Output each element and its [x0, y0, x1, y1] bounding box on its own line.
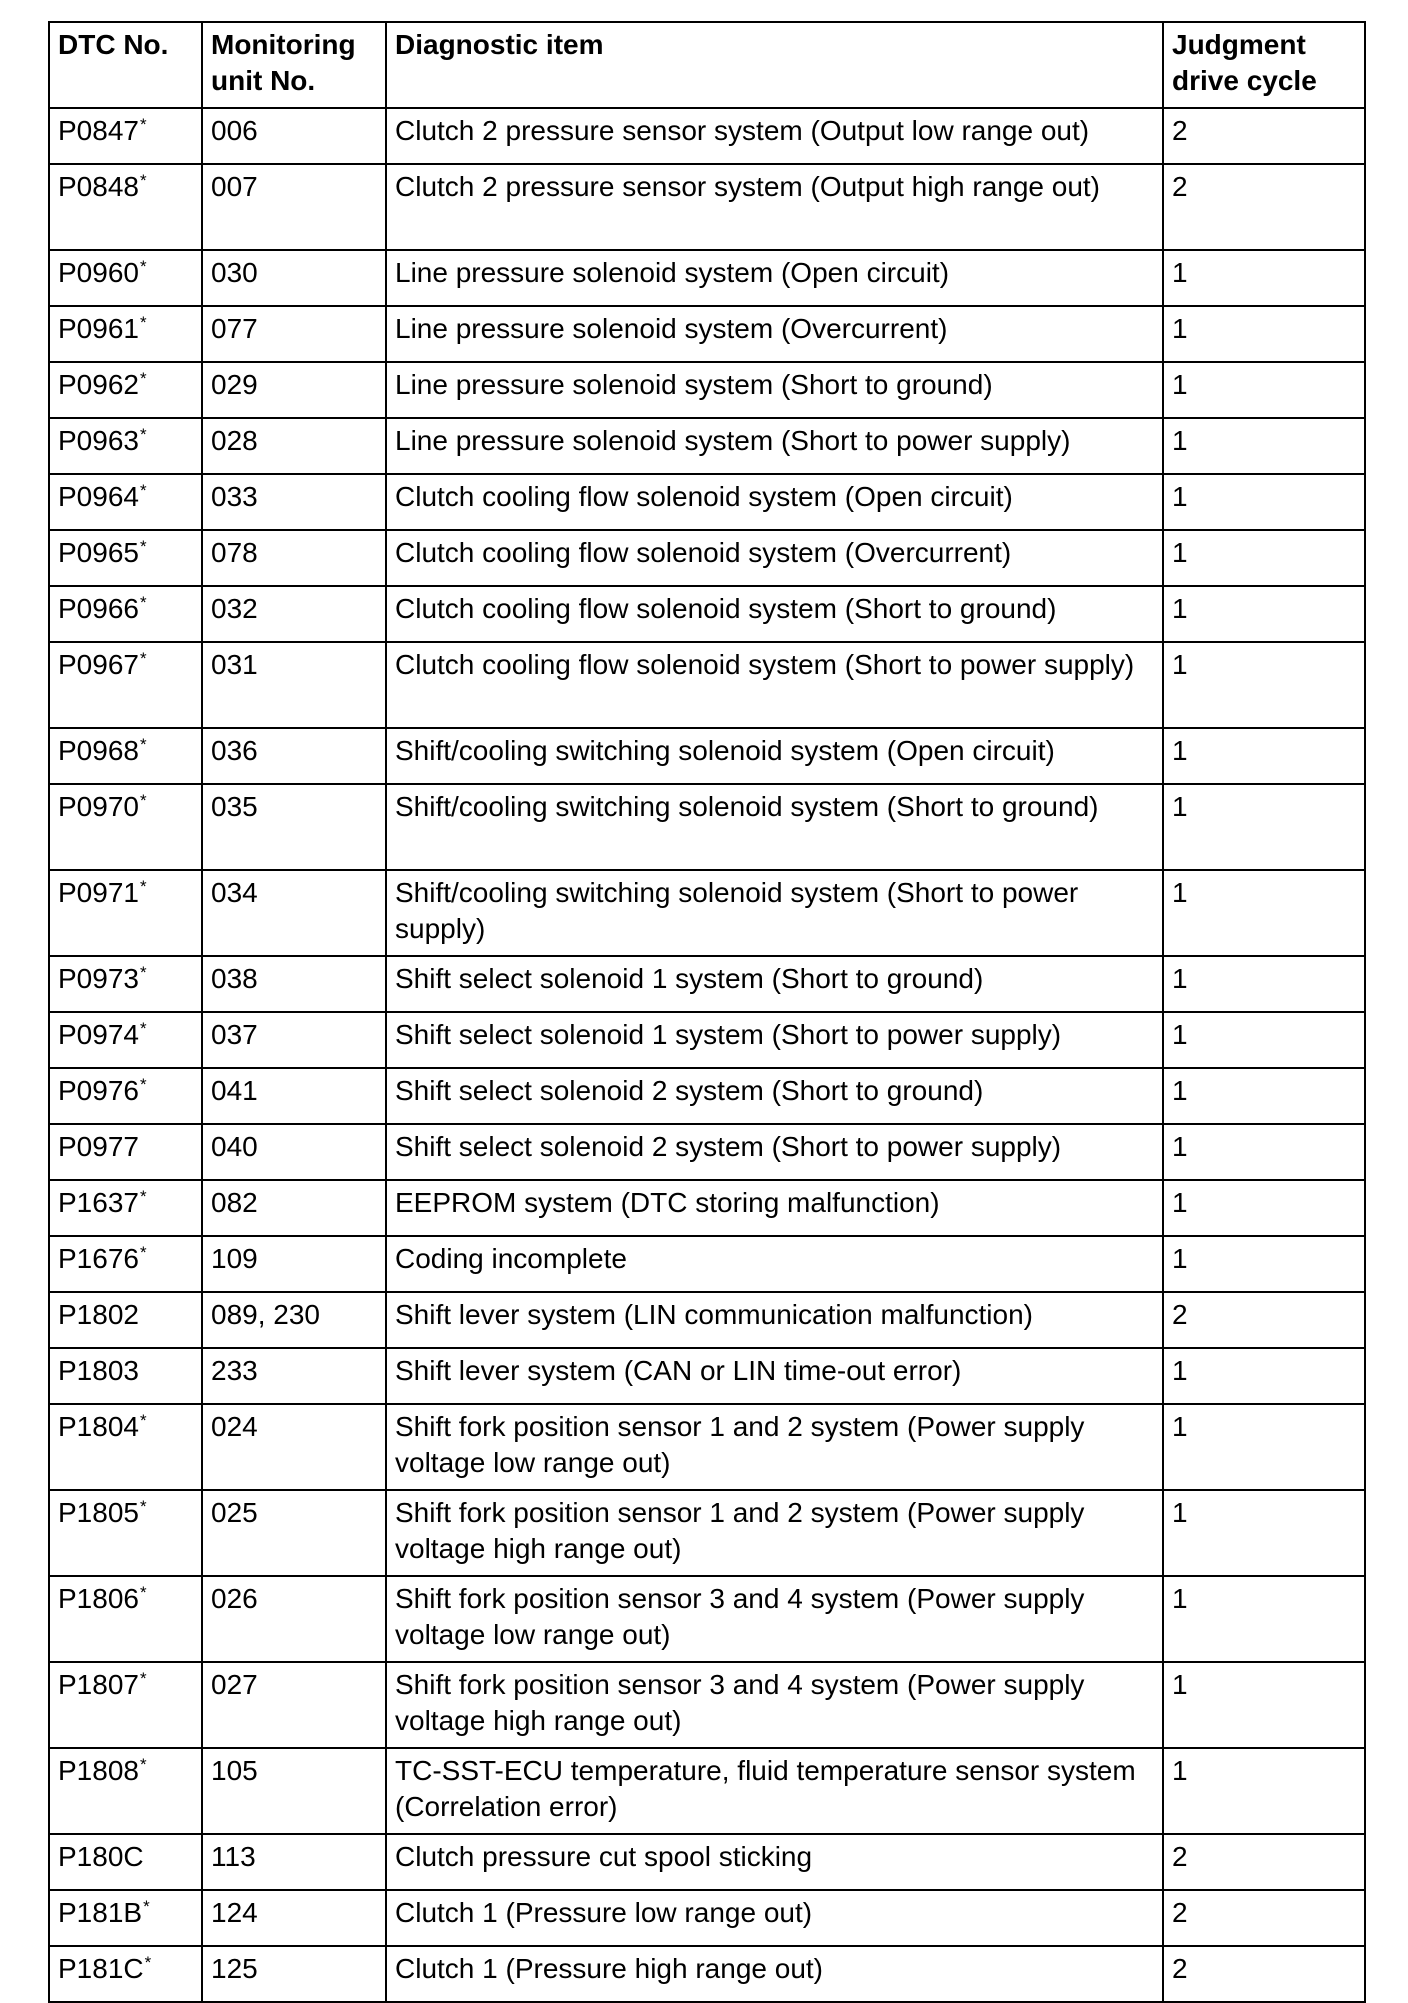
monitoring-unit-cell: 077: [202, 306, 386, 362]
diagnostic-item-cell: Shift select solenoid 1 system (Short to power supply): [386, 1012, 1163, 1068]
asterisk-mark: *: [139, 1668, 147, 1688]
table-row: [49, 1348, 1365, 1404]
dtc-code: P0967: [58, 649, 139, 680]
diagnostic-item-cell: Clutch cooling flow solenoid system (Short to ground): [386, 586, 1163, 642]
asterisk-mark: *: [139, 962, 147, 982]
judgment-drive-cycle-cell: 2: [1163, 1834, 1365, 1890]
table-row: [49, 586, 1365, 642]
table-row: [49, 1662, 1365, 1748]
monitoring-unit-cell: 030: [202, 250, 386, 306]
monitoring-unit-cell: 082: [202, 1180, 386, 1236]
table-row: [49, 728, 1365, 784]
dtc-code: P0962: [58, 369, 139, 400]
judgment-drive-cycle-cell: 1: [1163, 1068, 1365, 1124]
dtc-cell: [49, 164, 202, 250]
dtc-cell: [49, 1748, 202, 1834]
dtc-code: P0960: [58, 257, 139, 288]
judgment-drive-cycle-cell: 1: [1163, 530, 1365, 586]
dtc-table: [48, 21, 1366, 2003]
table-row: [49, 1124, 1365, 1180]
table-row: [49, 530, 1365, 586]
monitoring-unit-cell: 040: [202, 1124, 386, 1180]
judgment-drive-cycle-cell: 1: [1163, 870, 1365, 956]
asterisk-mark: *: [139, 1074, 147, 1094]
table-row: [49, 108, 1365, 164]
asterisk-mark: *: [139, 1242, 147, 1262]
judgment-drive-cycle-cell: 1: [1163, 362, 1365, 418]
dtc-code: P0968: [58, 735, 139, 766]
dtc-code: P0966: [58, 593, 139, 624]
table-row: [49, 1890, 1365, 1946]
table-row: [49, 642, 1365, 728]
asterisk-mark: *: [139, 1186, 147, 1206]
asterisk-mark: *: [139, 368, 147, 388]
dtc-code: P1806: [58, 1583, 139, 1614]
judgment-drive-cycle-cell: 1: [1163, 1576, 1365, 1662]
table-row: [49, 1834, 1365, 1890]
dtc-code: P1637: [58, 1187, 139, 1218]
table-row: [49, 362, 1365, 418]
asterisk-mark: *: [139, 1410, 147, 1430]
table-row: [49, 1012, 1365, 1068]
asterisk-mark: *: [139, 170, 147, 190]
judgment-drive-cycle-cell: 2: [1163, 1890, 1365, 1946]
dtc-code: P0848: [58, 171, 139, 202]
dtc-code: P0977: [58, 1131, 139, 1162]
diagnostic-item-cell: Clutch cooling flow solenoid system (Overcurrent): [386, 530, 1163, 586]
dtc-code: P181B: [58, 1897, 143, 1928]
asterisk-mark: *: [143, 1896, 150, 1916]
dtc-code: P0847: [58, 115, 139, 146]
diagnostic-item-cell: Shift/cooling switching solenoid system (Short to ground): [386, 784, 1163, 870]
diagnostic-item-cell: Shift select solenoid 1 system (Short to ground): [386, 956, 1163, 1012]
dtc-cell: [49, 956, 202, 1012]
asterisk-mark: *: [139, 480, 147, 500]
diagnostic-item-cell: Shift fork position sensor 1 and 2 system (Power supply voltage low range out): [386, 1404, 1163, 1490]
dtc-cell: [49, 530, 202, 586]
monitoring-unit-cell: 037: [202, 1012, 386, 1068]
dtc-code: P1805: [58, 1497, 139, 1528]
monitoring-unit-cell: 007: [202, 164, 386, 250]
diagnostic-item-cell: Shift fork position sensor 3 and 4 system (Power supply voltage high range out): [386, 1662, 1163, 1748]
table-row: [49, 1946, 1365, 2002]
dtc-cell: [49, 1404, 202, 1490]
diagnostic-item-cell: Line pressure solenoid system (Short to ground): [386, 362, 1163, 418]
asterisk-mark: *: [139, 1496, 147, 1516]
dtc-code: P1803: [58, 1355, 139, 1386]
monitoring-unit-cell: 038: [202, 956, 386, 1012]
diagnostic-item-cell: Clutch cooling flow solenoid system (Open circuit): [386, 474, 1163, 530]
judgment-drive-cycle-cell: 1: [1163, 306, 1365, 362]
dtc-cell: [49, 474, 202, 530]
judgment-drive-cycle-cell: 1: [1163, 1748, 1365, 1834]
dtc-code: P180C: [58, 1841, 144, 1872]
diagnostic-item-cell: Clutch 1 (Pressure low range out): [386, 1890, 1163, 1946]
judgment-drive-cycle-cell: 2: [1163, 164, 1365, 250]
dtc-code: P0973: [58, 963, 139, 994]
table-row: [49, 870, 1365, 956]
dtc-code: P0970: [58, 791, 139, 822]
diagnostic-item-cell: Line pressure solenoid system (Overcurrent): [386, 306, 1163, 362]
diagnostic-item-cell: Shift select solenoid 2 system (Short to ground): [386, 1068, 1163, 1124]
judgment-drive-cycle-cell: 1: [1163, 1404, 1365, 1490]
header-monitoring-unit-no: Monitoring unit No.: [202, 22, 386, 108]
judgment-drive-cycle-cell: 2: [1163, 1292, 1365, 1348]
asterisk-mark: *: [139, 536, 147, 556]
diagnostic-item-cell: Clutch 1 (Pressure high range out): [386, 1946, 1163, 2002]
table-row: [49, 956, 1365, 1012]
dtc-cell: [49, 1490, 202, 1576]
header-judgment-drive-cycle: Judgment drive cycle: [1163, 22, 1365, 108]
table-row: [49, 1576, 1365, 1662]
dtc-cell: [49, 250, 202, 306]
diagnostic-item-cell: EEPROM system (DTC storing malfunction): [386, 1180, 1163, 1236]
table-row: [49, 1236, 1365, 1292]
dtc-code: P0964: [58, 481, 139, 512]
header-diagnostic-item: Diagnostic item: [386, 22, 1163, 108]
table-row: [49, 474, 1365, 530]
monitoring-unit-cell: 113: [202, 1834, 386, 1890]
dtc-cell: [49, 1012, 202, 1068]
monitoring-unit-cell: 109: [202, 1236, 386, 1292]
dtc-cell: [49, 870, 202, 956]
table-row: [49, 1748, 1365, 1834]
dtc-cell: [49, 642, 202, 728]
asterisk-mark: *: [139, 1018, 147, 1038]
diagnostic-item-cell: Coding incomplete: [386, 1236, 1163, 1292]
monitoring-unit-cell: 029: [202, 362, 386, 418]
judgment-drive-cycle-cell: 1: [1163, 250, 1365, 306]
diagnostic-item-cell: Shift fork position sensor 3 and 4 system (Power supply voltage low range out): [386, 1576, 1163, 1662]
dtc-code: P0963: [58, 425, 139, 456]
diagnostic-item-cell: Shift select solenoid 2 system (Short to power supply): [386, 1124, 1163, 1180]
judgment-drive-cycle-cell: 2: [1163, 108, 1365, 164]
dtc-code: P0971: [58, 877, 139, 908]
dtc-cell: [49, 108, 202, 164]
table-row: [49, 1404, 1365, 1490]
table-header: [49, 22, 1365, 108]
asterisk-mark: *: [139, 114, 147, 134]
monitoring-unit-cell: 025: [202, 1490, 386, 1576]
dtc-code: P0976: [58, 1075, 139, 1106]
table-row: [49, 1068, 1365, 1124]
asterisk-mark: *: [139, 256, 147, 276]
monitoring-unit-cell: 032: [202, 586, 386, 642]
diagnostic-item-cell: Clutch 2 pressure sensor system (Output low range out): [386, 108, 1163, 164]
dtc-code: P0965: [58, 537, 139, 568]
judgment-drive-cycle-cell: 1: [1163, 1490, 1365, 1576]
dtc-cell: [49, 1834, 202, 1890]
judgment-drive-cycle-cell: 1: [1163, 1124, 1365, 1180]
monitoring-unit-cell: 089, 230: [202, 1292, 386, 1348]
table-row: [49, 164, 1365, 250]
judgment-drive-cycle-cell: 1: [1163, 1236, 1365, 1292]
monitoring-unit-cell: 027: [202, 1662, 386, 1748]
monitoring-unit-cell: 233: [202, 1348, 386, 1404]
monitoring-unit-cell: 031: [202, 642, 386, 728]
asterisk-mark: *: [139, 1582, 147, 1602]
dtc-cell: [49, 784, 202, 870]
monitoring-unit-cell: 006: [202, 108, 386, 164]
table-body: [49, 108, 1365, 2002]
asterisk-mark: *: [144, 1952, 152, 1972]
header-row: [49, 22, 1365, 108]
monitoring-unit-cell: 036: [202, 728, 386, 784]
asterisk-mark: *: [139, 648, 147, 668]
monitoring-unit-cell: 105: [202, 1748, 386, 1834]
monitoring-unit-cell: 035: [202, 784, 386, 870]
dtc-cell: [49, 1662, 202, 1748]
monitoring-unit-cell: 026: [202, 1576, 386, 1662]
dtc-cell: [49, 1124, 202, 1180]
asterisk-mark: *: [139, 734, 147, 754]
diagnostic-item-cell: Shift lever system (CAN or LIN time-out error): [386, 1348, 1163, 1404]
judgment-drive-cycle-cell: 1: [1163, 418, 1365, 474]
header-dtc-no: DTC No.: [49, 22, 202, 108]
dtc-code: P1808: [58, 1755, 139, 1786]
judgment-drive-cycle-cell: 1: [1163, 1348, 1365, 1404]
table-row: [49, 1180, 1365, 1236]
dtc-code: P1804: [58, 1411, 139, 1442]
monitoring-unit-cell: 028: [202, 418, 386, 474]
monitoring-unit-cell: 041: [202, 1068, 386, 1124]
dtc-cell: [49, 1576, 202, 1662]
judgment-drive-cycle-cell: 1: [1163, 1180, 1365, 1236]
diagnostic-item-cell: Shift/cooling switching solenoid system (Short to power supply): [386, 870, 1163, 956]
diagnostic-item-cell: Line pressure solenoid system (Open circuit): [386, 250, 1163, 306]
dtc-cell: [49, 1348, 202, 1404]
diagnostic-item-cell: Shift/cooling switching solenoid system (Open circuit): [386, 728, 1163, 784]
monitoring-unit-cell: 078: [202, 530, 386, 586]
diagnostic-item-cell: TC-SST-ECU temperature, fluid temperature sensor system (Correlation error): [386, 1748, 1163, 1834]
judgment-drive-cycle-cell: 1: [1163, 586, 1365, 642]
judgment-drive-cycle-cell: 2: [1163, 1946, 1365, 2002]
dtc-cell: [49, 1236, 202, 1292]
asterisk-mark: *: [139, 312, 147, 332]
judgment-drive-cycle-cell: 1: [1163, 956, 1365, 1012]
dtc-cell: [49, 728, 202, 784]
judgment-drive-cycle-cell: 1: [1163, 728, 1365, 784]
judgment-drive-cycle-cell: 1: [1163, 642, 1365, 728]
monitoring-unit-cell: 033: [202, 474, 386, 530]
monitoring-unit-cell: 124: [202, 1890, 386, 1946]
asterisk-mark: *: [139, 1754, 147, 1774]
monitoring-unit-cell: 034: [202, 870, 386, 956]
asterisk-mark: *: [139, 592, 147, 612]
diagnostic-item-cell: Clutch 2 pressure sensor system (Output high range out): [386, 164, 1163, 250]
asterisk-mark: *: [139, 876, 147, 896]
dtc-code: P0974: [58, 1019, 139, 1050]
dtc-cell: [49, 1180, 202, 1236]
diagnostic-item-cell: Clutch pressure cut spool sticking: [386, 1834, 1163, 1890]
dtc-code: P1807: [58, 1669, 139, 1700]
monitoring-unit-cell: 125: [202, 1946, 386, 2002]
table-row: [49, 1292, 1365, 1348]
asterisk-mark: *: [139, 424, 147, 444]
judgment-drive-cycle-cell: 1: [1163, 1662, 1365, 1748]
diagnostic-item-cell: Shift lever system (LIN communication malfunction): [386, 1292, 1163, 1348]
dtc-cell: [49, 362, 202, 418]
table-row: [49, 306, 1365, 362]
dtc-code: P1802: [58, 1299, 139, 1330]
asterisk-mark: *: [139, 790, 147, 810]
dtc-cell: [49, 306, 202, 362]
monitoring-unit-cell: 024: [202, 1404, 386, 1490]
dtc-code: P181C: [58, 1953, 144, 1984]
judgment-drive-cycle-cell: 1: [1163, 784, 1365, 870]
diagnostic-item-cell: Line pressure solenoid system (Short to power supply): [386, 418, 1163, 474]
dtc-cell: [49, 418, 202, 474]
dtc-cell: [49, 1068, 202, 1124]
table-row: [49, 784, 1365, 870]
judgment-drive-cycle-cell: 1: [1163, 474, 1365, 530]
table-row: [49, 418, 1365, 474]
dtc-cell: [49, 1890, 202, 1946]
dtc-cell: [49, 1292, 202, 1348]
dtc-code: P1676: [58, 1243, 139, 1274]
dtc-cell: [49, 1946, 202, 2002]
dtc-cell: [49, 586, 202, 642]
diagnostic-item-cell: Clutch cooling flow solenoid system (Short to power supply): [386, 642, 1163, 728]
dtc-code: P0961: [58, 313, 139, 344]
judgment-drive-cycle-cell: 1: [1163, 1012, 1365, 1068]
table-row: [49, 250, 1365, 306]
diagnostic-item-cell: Shift fork position sensor 1 and 2 system (Power supply voltage high range out): [386, 1490, 1163, 1576]
table-row: [49, 1490, 1365, 1576]
